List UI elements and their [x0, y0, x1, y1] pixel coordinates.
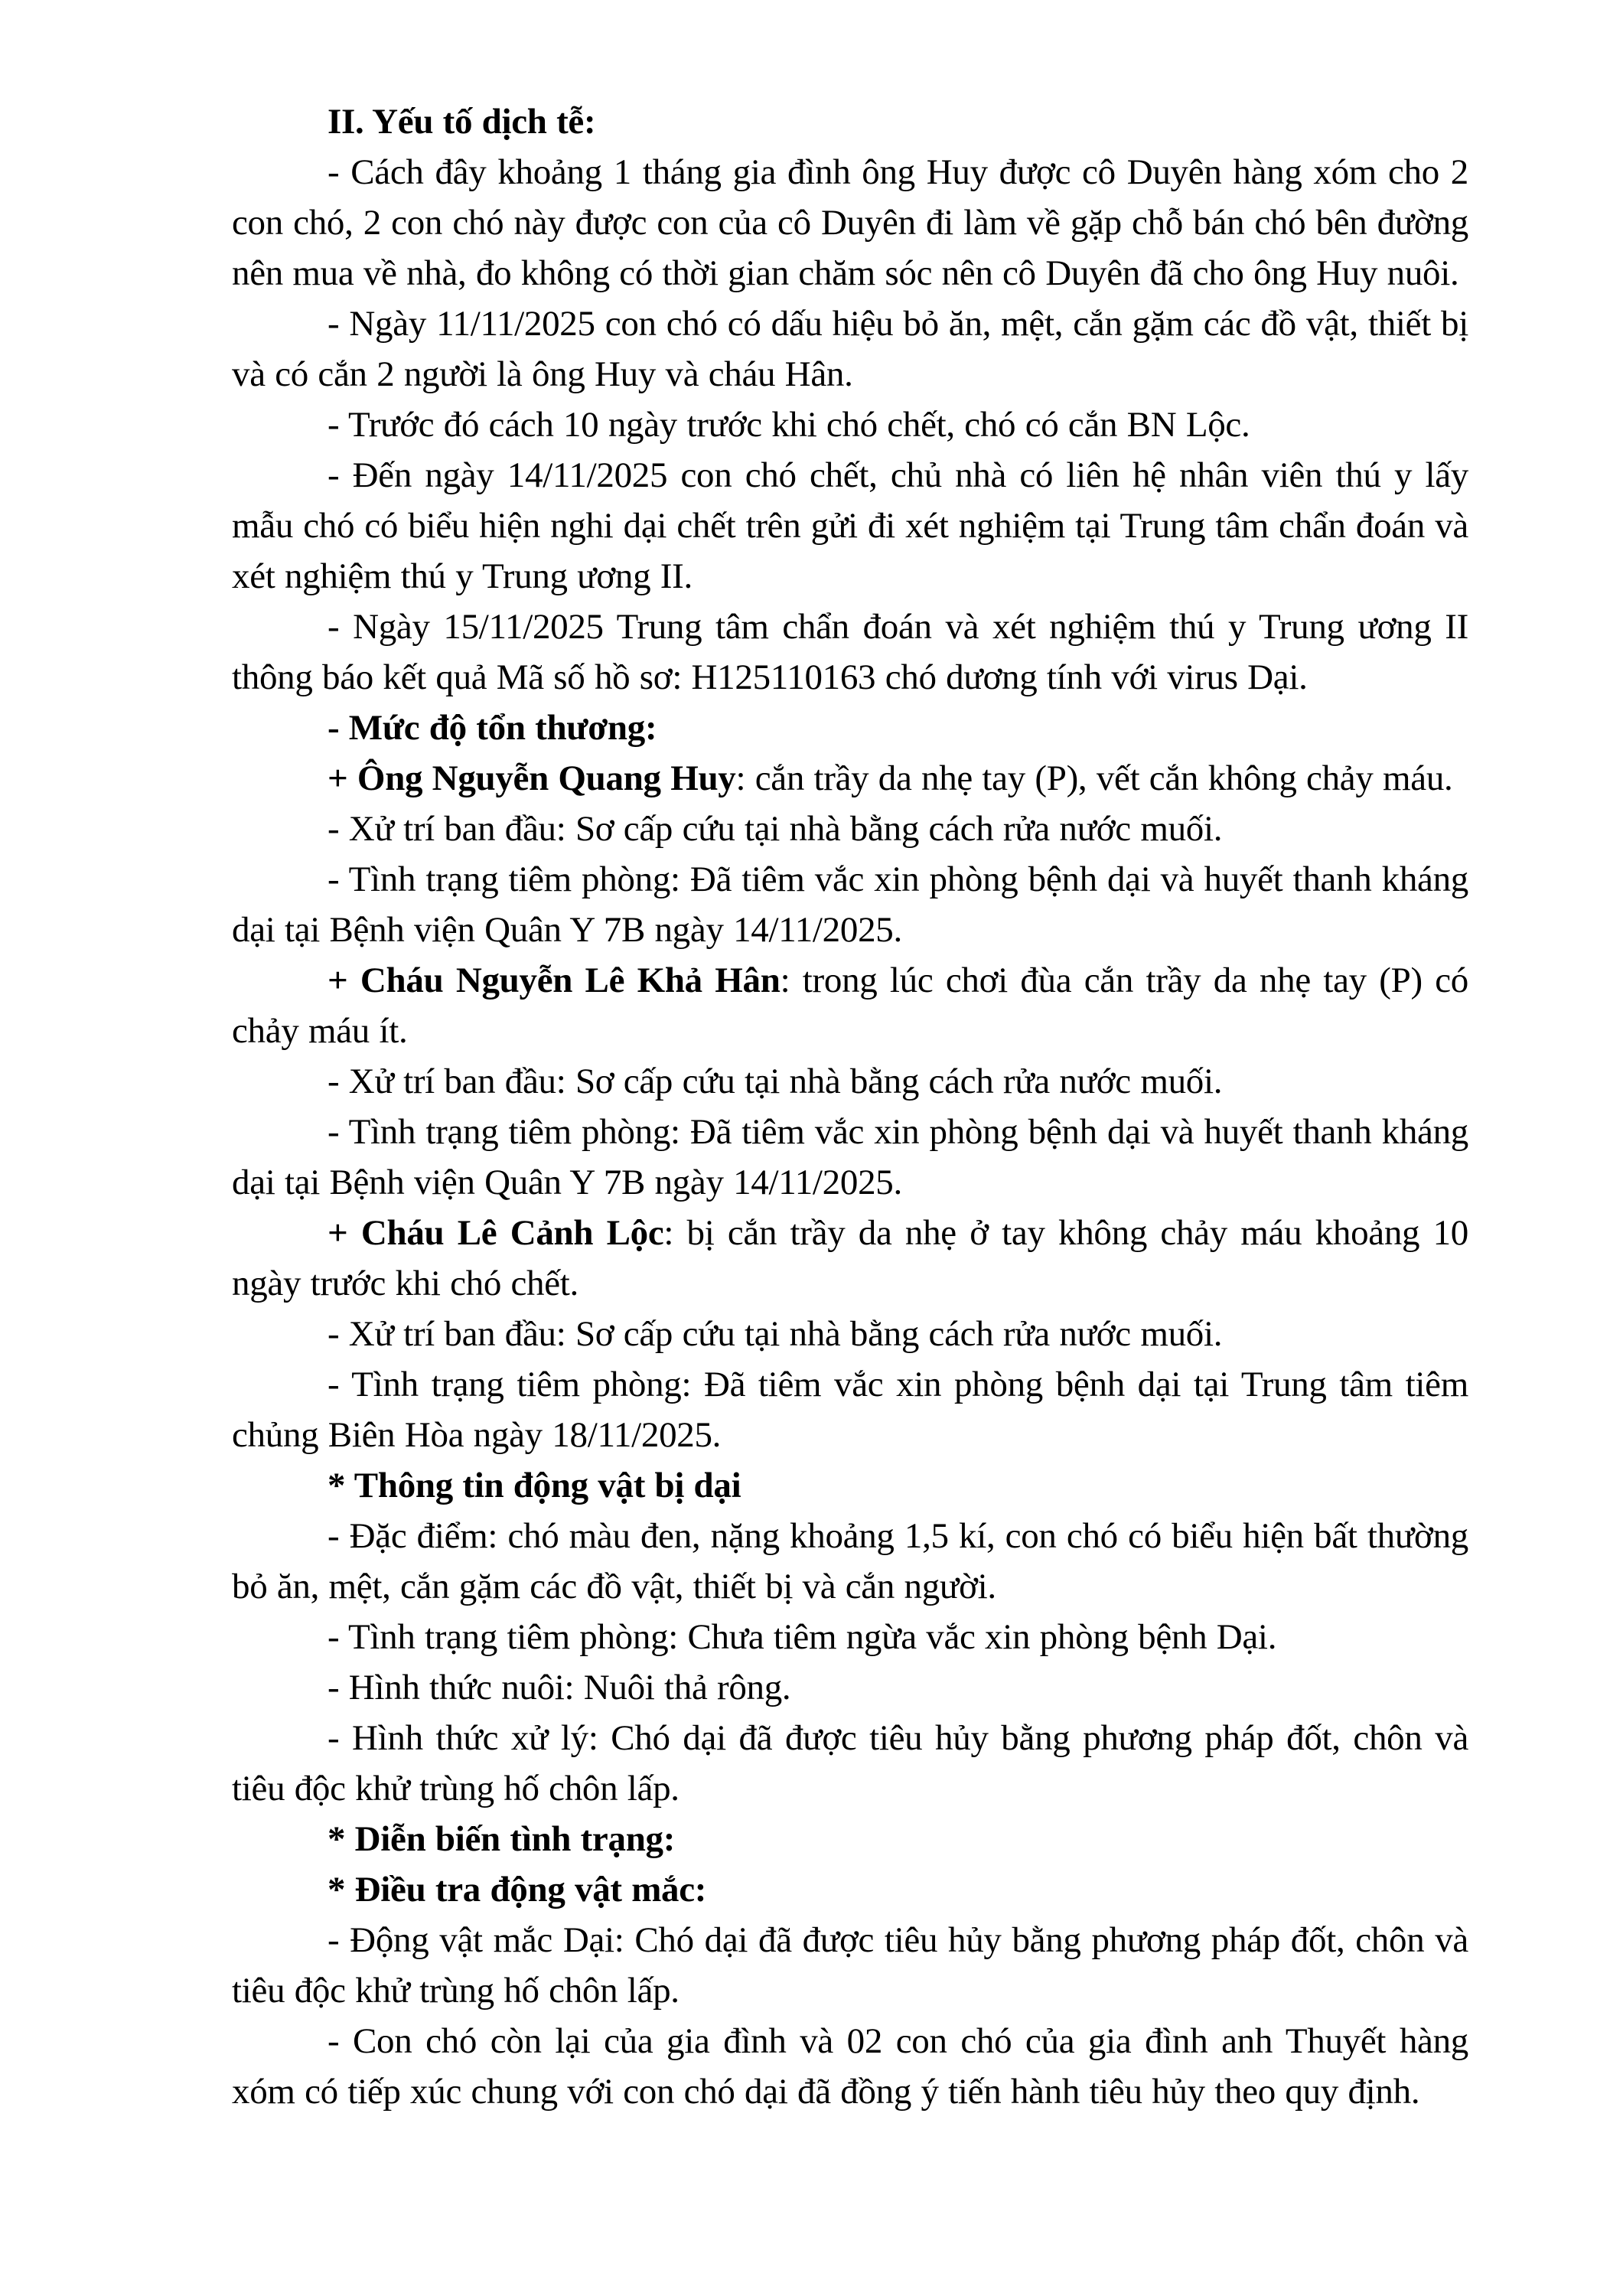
paragraph: - Đặc điểm: chó màu đen, nặng khoảng 1,5 kí, con chó có biểu hiện bất thường bỏ ăn, mệt, cắn gặm các đồ vật, thiết bị và cắn người. [232, 1516, 1468, 1606]
paragraph: - Đến ngày 14/11/2025 con chó chết, chủ nhà có liên hệ nhân viên thú y lấy mẫu chó có biểu hiện nghi dại chết trên gửi đi xét nghiệm tại Trung tâm chẩn đoán và xét nghiệm thú y Trung ương II. [232, 455, 1468, 596]
paragraph-text: : trong lúc chơi đùa cắn trầy da nhẹ tay (P) có chảy máu ít. [232, 960, 1468, 1051]
paragraph: - Con chó còn lại của gia đình và 02 con chó của gia đình anh Thuyết hàng xóm có tiếp xúc chung với con chó dại đã đồng ý tiến hành tiêu hủy theo quy định. [232, 2021, 1468, 2112]
paragraph: - Tình trạng tiêm phòng: Chưa tiêm ngừa vắc xin phòng bệnh Dại. [328, 1617, 1277, 1657]
paragraph: - Cách đây khoảng 1 tháng gia đình ông Huy được cô Duyên hàng xóm cho 2 con chó, 2 con chó này được con của cô Duyên đi làm về gặp chỗ bán chó bên đường nên mua về nhà, đo không có thời gian chăm sóc nên cô Duyên đã cho ông Huy nuôi. [232, 152, 1468, 293]
paragraph-text: : bị cắn trầy da nhẹ ở tay không chảy máu khoảng 10 ngày trước khi chó chết. [232, 1213, 1468, 1303]
paragraph: - Động vật mắc Dại: Chó dại đã được tiêu hủy bằng phương pháp đốt, chôn và tiêu độc khử trùng hố chôn lấp. [232, 1920, 1468, 2011]
section-heading: * Diễn biến tình trạng: [328, 1819, 676, 1859]
section-heading: * Thông tin động vật bị dại [328, 1466, 741, 1505]
person-name: + Cháu Lê Cảnh Lộc [328, 1213, 664, 1253]
paragraph: - Xử trí ban đầu: Sơ cấp cứu tại nhà bằng cách rửa nước muối. [328, 1314, 1223, 1354]
section-heading: - Mức độ tổn thương: [328, 708, 657, 748]
person-name: + Ông Nguyễn Quang Huy [328, 758, 736, 798]
paragraph: - Tình trạng tiêm phòng: Đã tiêm vắc xin phòng bệnh dại tại Trung tâm tiêm chủng Biên Hòa ngày 18/11/2025. [232, 1365, 1468, 1455]
paragraph [232, 1208, 1468, 1309]
paragraph: - Xử trí ban đầu: Sơ cấp cứu tại nhà bằng cách rửa nước muối. [328, 809, 1223, 849]
paragraph: - Hình thức nuôi: Nuôi thả rông. [328, 1668, 791, 1707]
section-heading: II. Yếu tố dịch tễ: [328, 102, 596, 142]
paragraph [232, 753, 1468, 804]
paragraph: - Tình trạng tiêm phòng: Đã tiêm vắc xin phòng bệnh dại và huyết thanh kháng dại tại Bệnh viện Quân Y 7B ngày 14/11/2025. [232, 859, 1468, 950]
paragraph: - Ngày 11/11/2025 con chó có dấu hiệu bỏ ăn, mệt, cắn gặm các đồ vật, thiết bị và có cắn 2 người là ông Huy và cháu Hân. [232, 304, 1468, 394]
paragraph: - Ngày 15/11/2025 Trung tâm chẩn đoán và xét nghiệm thú y Trung ương II thông báo kết quả Mã số hồ sơ: H125110163 chó dương tính với virus Dại. [232, 607, 1468, 697]
paragraph: - Trước đó cách 10 ngày trước khi chó chết, chó có cắn BN Lộc. [328, 405, 1250, 445]
paragraph: - Hình thức xử lý: Chó dại đã được tiêu hủy bằng phương pháp đốt, chôn và tiêu độc khử trùng hố chôn lấp. [232, 1718, 1468, 1808]
section-heading: * Điều tra động vật mắc: [328, 1870, 707, 1910]
paragraph: - Xử trí ban đầu: Sơ cấp cứu tại nhà bằng cách rửa nước muối. [328, 1062, 1223, 1101]
paragraph-text: : cắn trầy da nhẹ tay (P), vết cắn không chảy máu. [735, 758, 1453, 798]
paragraph [232, 955, 1468, 1056]
document-body [232, 96, 1468, 2117]
person-name: + Cháu Nguyễn Lê Khả Hân [328, 960, 781, 1000]
paragraph: - Tình trạng tiêm phòng: Đã tiêm vắc xin phòng bệnh dại và huyết thanh kháng dại tại Bệnh viện Quân Y 7B ngày 14/11/2025. [232, 1112, 1468, 1202]
